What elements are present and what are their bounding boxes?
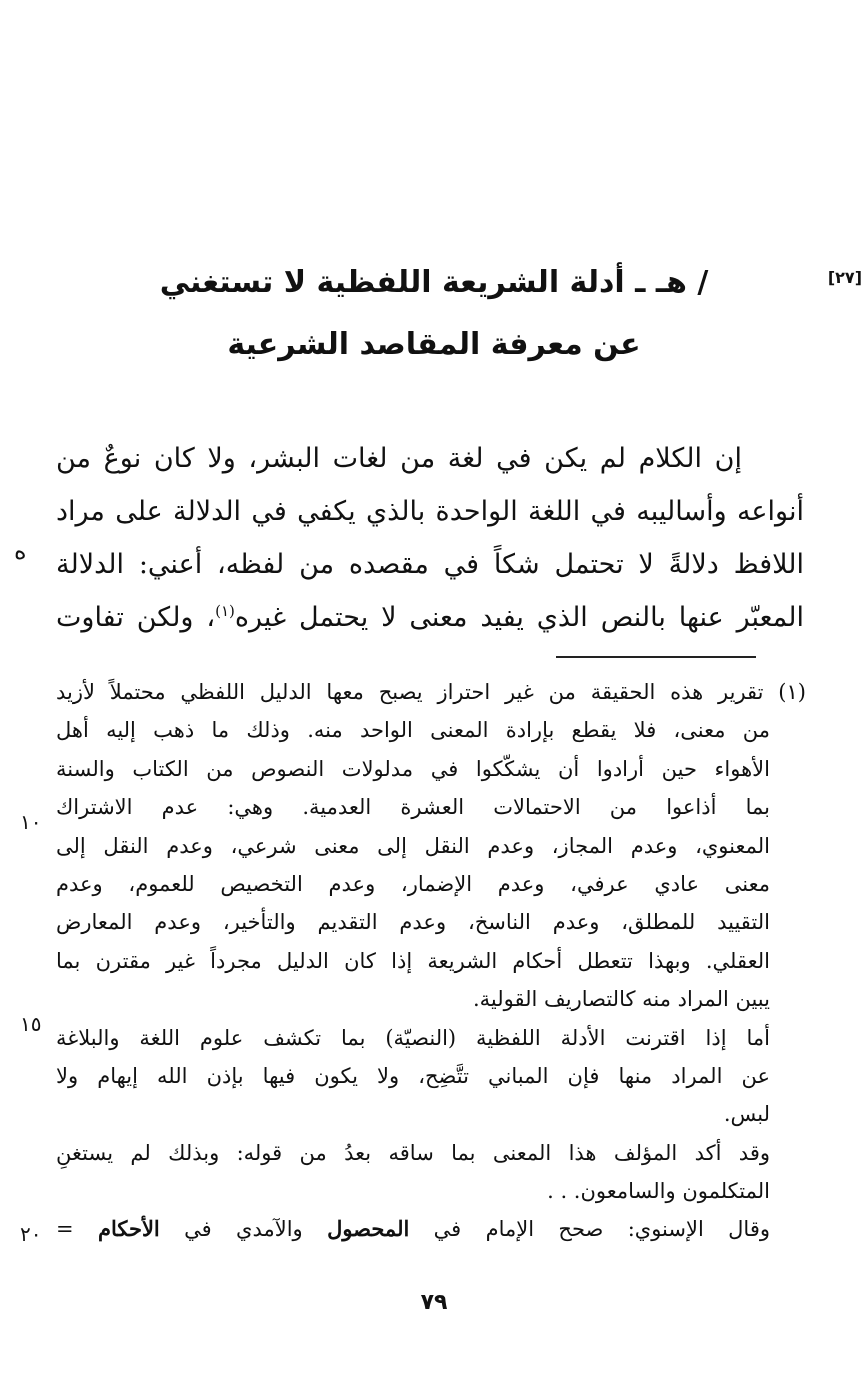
book-title-mahsul: المحصول	[327, 1216, 410, 1242]
footnote-line: وقد أكد المؤلف هذا المعنى بما ساقه بعدُ من قوله: وبذلك لم يستغنِ	[56, 1140, 770, 1165]
footnote-line: المتكلمون والسامعون. . .	[547, 1179, 770, 1204]
continuation-mark: =	[56, 1217, 98, 1242]
body-line	[56, 591, 804, 644]
footnote-line	[56, 1210, 806, 1248]
footnote-line: بما أذاعوا من الاحتمالات العشرة العدمية. وهي: عدم الاشتراك	[56, 795, 770, 820]
main-paragraph	[56, 432, 804, 644]
footnote-line: العقلي. وبهذا تتعطل أحكام الشريعة إذا كان الدليل مجرداً غير مقترن بما	[56, 948, 770, 973]
page-number: ٧٩	[420, 1290, 448, 1315]
body-line: اللافظ دلالةً لا تحتمل شكاً في مقصده من لفظه، أعني: الدلالة	[56, 549, 804, 580]
footnote-line: المعنوي، وعدم المجاز، وعدم النقل إلى معنى شرعي، وعدم النقل إلى	[56, 833, 770, 858]
line-number-10: ١٠	[20, 810, 42, 834]
source-page-reference: [٢٧]	[827, 268, 862, 287]
footnote-reference[interactable]: (١)	[215, 602, 235, 620]
footnote-text: والآمدي في	[159, 1217, 328, 1242]
body-line: أنواعه وأساليبه في اللغة الواحدة بالذي يكفي في الدلالة على مراد	[56, 496, 804, 527]
footnote-line: التقييد للمطلق، وعدم الناسخ، وعدم التقديم والتأخير، وعدم المعارض	[56, 910, 770, 935]
body-line-text: ، ولكن تفاوت	[56, 602, 216, 633]
line-number-5: ه	[14, 537, 27, 565]
footnote-line: معنى عادي عرفي، وعدم الإضمار، وعدم التخصيص للعموم، وعدم	[56, 871, 770, 896]
footnote-line: الأهواء حين أرادوا أن يشكّكوا في مدلولات النصوص من الكتاب والسنة	[56, 756, 770, 781]
footnote-line: (١) تقرير هذه الحقيقة من غير احتراز يصبح معها الدليل اللفظي محتملاً لأزيد	[56, 680, 806, 704]
footnote-line: عن المراد منها فإن المباني تتَّضِح، ولا يكون فيها بإذن الله إيهام ولا	[56, 1063, 770, 1088]
footnote-line: من معنى، فلا يقطع بإرادة المعنى الواحد منه. وذلك ما ذهب إليه أهل	[56, 718, 770, 743]
footnote-line: يبين المراد منه كالتصاريف القولية.	[472, 987, 770, 1012]
body-line-text: المعبّر عنها بالنص الذي يفيد معنى لا يحتمل غيره	[234, 602, 804, 633]
line-number-20: ٢٠	[20, 1222, 42, 1246]
book-title-ahkam: الأحكام	[97, 1216, 160, 1242]
footnote-separator	[556, 656, 756, 658]
footnote-line: لبس.	[723, 1102, 770, 1127]
footnote-text: وقال الإسنوي: صحح الإمام في	[409, 1217, 771, 1242]
footnote-block	[56, 673, 806, 1249]
section-heading-line-2: عن معرفة المقاصد الشرعية	[227, 327, 641, 362]
line-number-15: ١٥	[20, 1012, 42, 1036]
footnote-line: أما إذا اقترنت الأدلة اللفظية (النصيّة) بما تكشف علوم اللغة والبلاغة	[56, 1025, 770, 1050]
body-line: إن الكلام لم يكن في لغة من لغات البشر، ولا كان نوعٌ من	[56, 443, 742, 474]
section-heading-line-1: / هـ ـ أدلة الشريعة اللفظية لا تستغني	[159, 265, 709, 300]
